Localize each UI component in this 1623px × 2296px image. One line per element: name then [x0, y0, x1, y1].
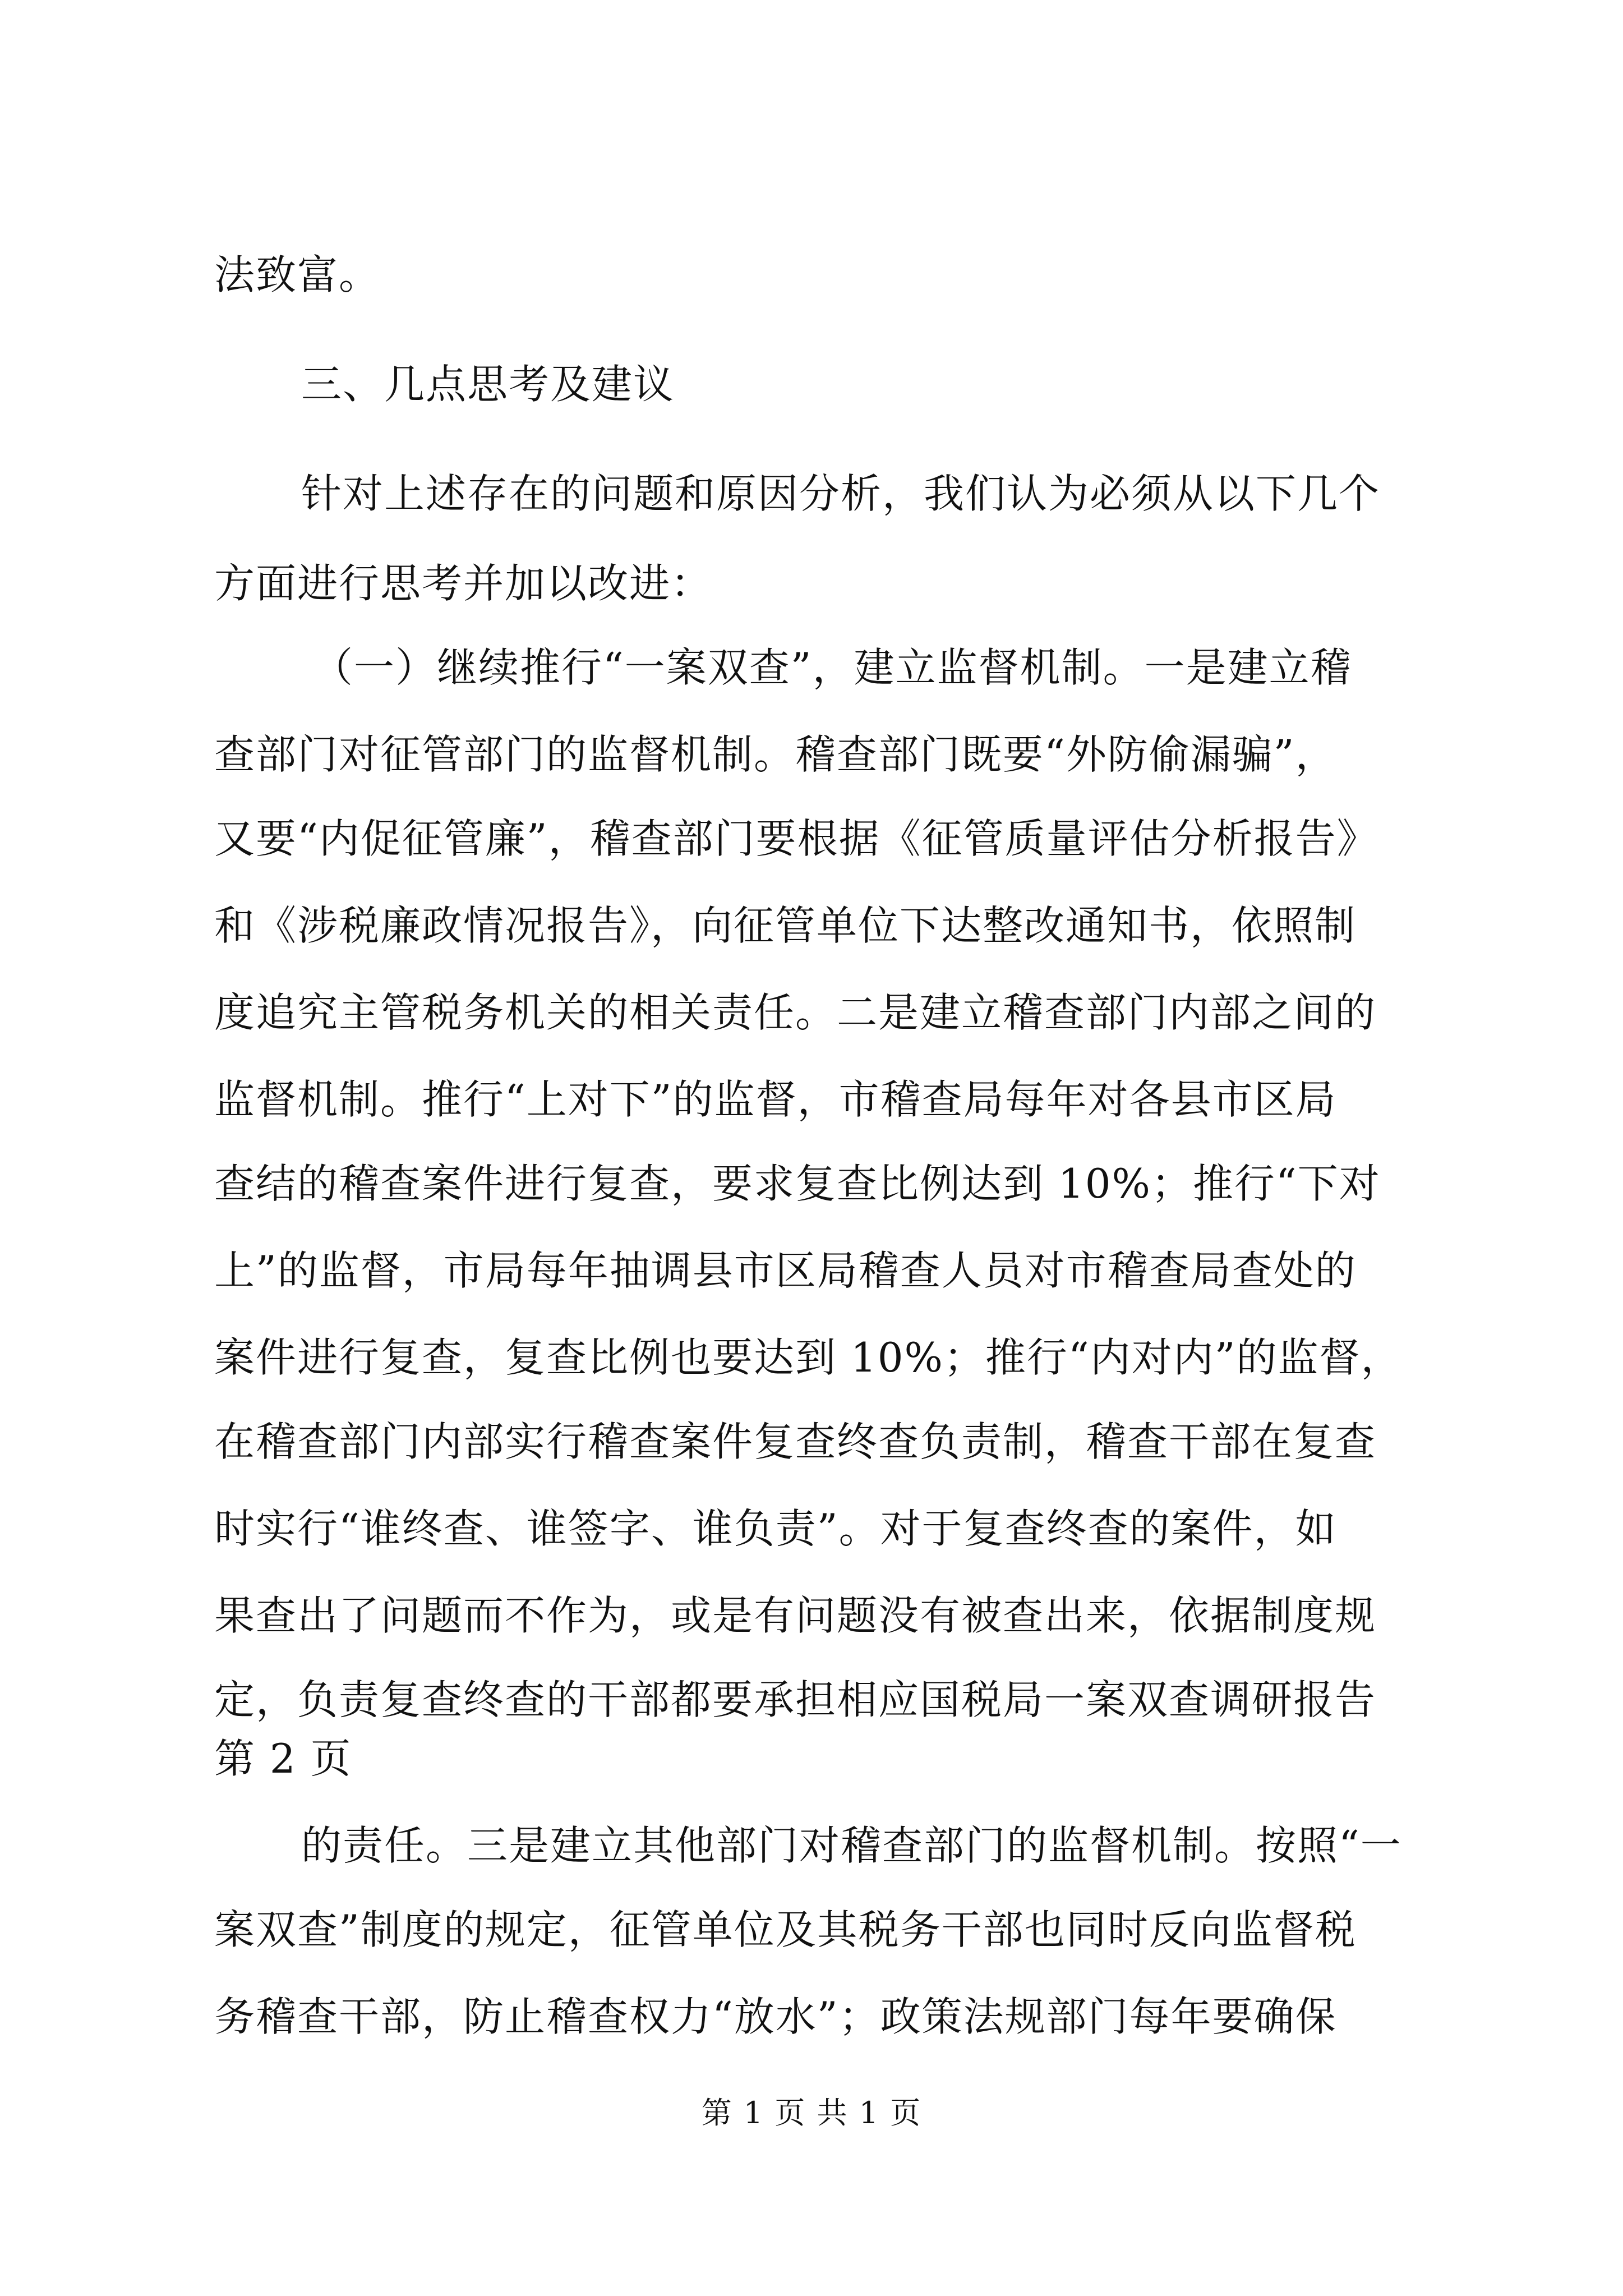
body-line-20: 案双查”制度的规定，征管单位及其税务干部也同时反向监督税 [214, 1906, 1357, 1953]
body-line-11: 查结的稽查案件进行复查，要求复查比例达到 10%；推行“下对 [214, 1160, 1381, 1207]
body-line-16: 果查出了问题而不作为，或是有问题没有被查出来，依据制度规 [214, 1592, 1377, 1639]
body-line-7: 又要“内促征管廉”，稽查部门要根据《征管质量评估分析报告》 [214, 815, 1378, 862]
section-heading: 三、几点思考及建议 [301, 361, 675, 408]
body-line-12: 上”的监督，市局每年抽调县市区局稽查人员对市稽查局查处的 [214, 1247, 1357, 1294]
body-line-13: 案件进行复查，复查比例也要达到 10%；推行“内对内”的监督， [214, 1334, 1403, 1381]
body-line-9: 度追究主管税务机关的相关责任。二是建立稽查部门内部之间的 [214, 989, 1377, 1036]
body-line-6: 查部门对征管部门的监督机制。稽查部门既要“外防偷漏骗”， [214, 731, 1337, 778]
body-line-14: 在稽查部门内部实行稽查案件复查终查负责制，稽查干部在复查 [214, 1418, 1377, 1465]
body-line-5: （一）继续推行“一案双查”，建立监督机制。一是建立稽 [312, 644, 1352, 691]
body-line-3: 针对上述存在的问题和原因分析，我们认为必须从以下几个 [301, 470, 1381, 517]
body-line-8: 和《涉税廉政情况报告》，向征管单位下达整改通知书，依照制 [214, 902, 1357, 949]
body-line-10: 监督机制。推行“上对下”的监督，市稽查局每年对各县市区局 [214, 1076, 1337, 1123]
body-line-19: 的责任。三是建立其他部门对稽查部门的监督机制。按照“一 [301, 1822, 1402, 1869]
body-line-4: 方面进行思考并加以改进： [214, 560, 713, 607]
page-footer: 第 1 页 共 1 页 [701, 2095, 922, 2131]
body-line-17: 定，负责复查终查的干部都要承担相应国税局一案双查调研报告 [214, 1676, 1377, 1723]
body-line-21: 务稽查干部，防止稽查权力“放水”；政策法规部门每年要确保 [214, 1993, 1337, 2040]
inline-page-marker: 第 2 页 [214, 1735, 352, 1782]
body-line-15: 时实行“谁终查、谁签字、谁负责”。对于复查终查的案件，如 [214, 1505, 1337, 1552]
body-line-1: 法致富。 [214, 251, 381, 298]
